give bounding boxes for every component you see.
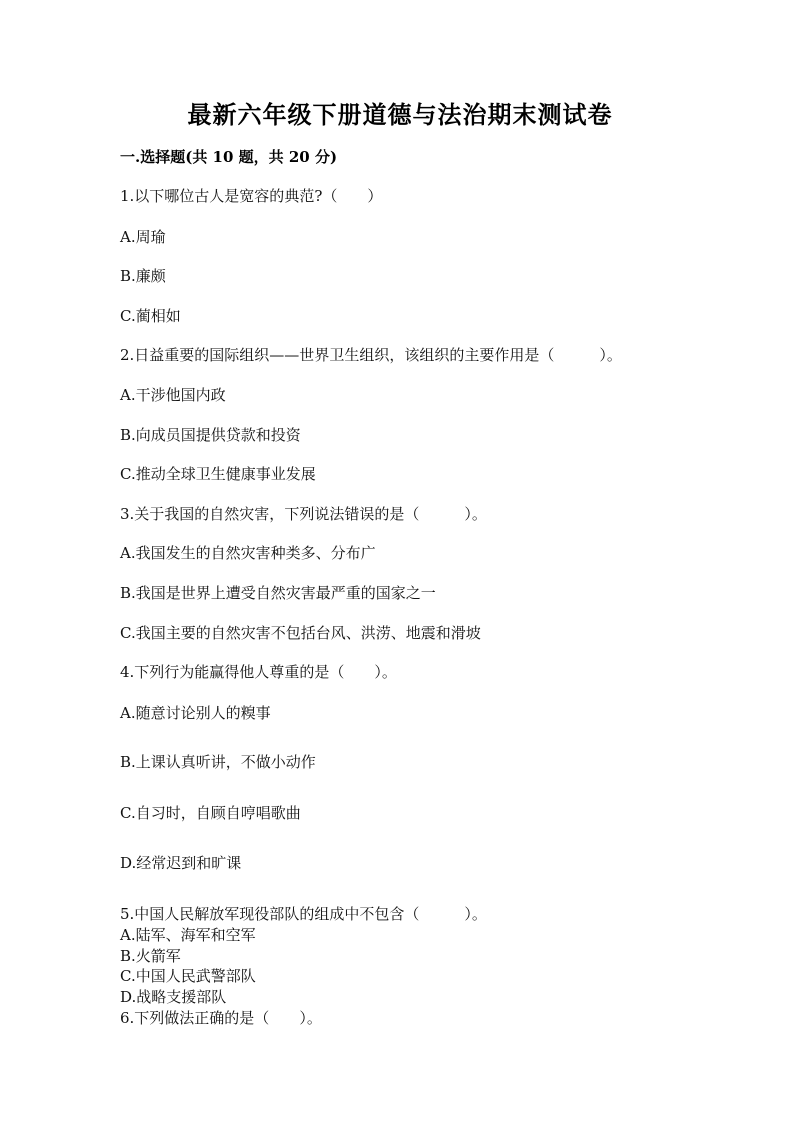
- question-5-option-d: D.战略支援部队: [120, 988, 227, 1006]
- question-5-option-c: C.中国人民武警部队: [120, 967, 256, 985]
- question-3-stem: 3.关于我国的自然灾害，下列说法错误的是（ ）。: [120, 505, 487, 523]
- question-1-option-c: C.蔺相如: [120, 307, 181, 325]
- question-5-option-a: A.陆军、海军和空军: [120, 926, 256, 944]
- question-1-option-a: A.周瑜: [120, 228, 166, 246]
- question-1-stem: 1.以下哪位古人是宽容的典范?（ ）: [120, 187, 383, 205]
- question-3-option-b: B.我国是世界上遭受自然灾害最严重的国家之一: [120, 584, 436, 602]
- question-4-option-d: D.经常迟到和旷课: [120, 854, 242, 872]
- question-1-option-b: B.廉颇: [120, 267, 166, 285]
- question-3-option-a: A.我国发生的自然灾害种类多、分布广: [120, 544, 376, 562]
- question-2-stem: 2.日益重要的国际组织——世界卫生组织，该组织的主要作用是（ ）。: [120, 346, 622, 364]
- question-4-option-c: C.自习时，自顾自哼唱歌曲: [120, 804, 301, 822]
- question-2-option-b: B.向成员国提供贷款和投资: [120, 426, 301, 444]
- page-title: 最新六年级下册道德与法治期末测试卷: [187, 100, 613, 129]
- question-5-stem: 5.中国人民解放军现役部队的组成中不包含（ ）。: [120, 905, 487, 923]
- question-4-stem: 4.下列行为能赢得他人尊重的是（ ）。: [120, 663, 397, 681]
- question-5-option-b: B.火箭军: [120, 947, 181, 965]
- question-6-stem: 6.下列做法正确的是（ ）。: [120, 1009, 322, 1027]
- question-4-option-b: B.上课认真听讲，不做小动作: [120, 753, 316, 771]
- question-4-option-a: A.随意讨论别人的糗事: [120, 704, 271, 722]
- question-2-option-c: C.推动全球卫生健康事业发展: [120, 465, 316, 483]
- section-heading: 一.选择题(共 10 题，共 20 分): [120, 148, 338, 166]
- question-3-option-c: C.我国主要的自然灾害不包括台风、洪涝、地震和滑坡: [120, 624, 481, 642]
- question-2-option-a: A.干涉他国内政: [120, 386, 226, 404]
